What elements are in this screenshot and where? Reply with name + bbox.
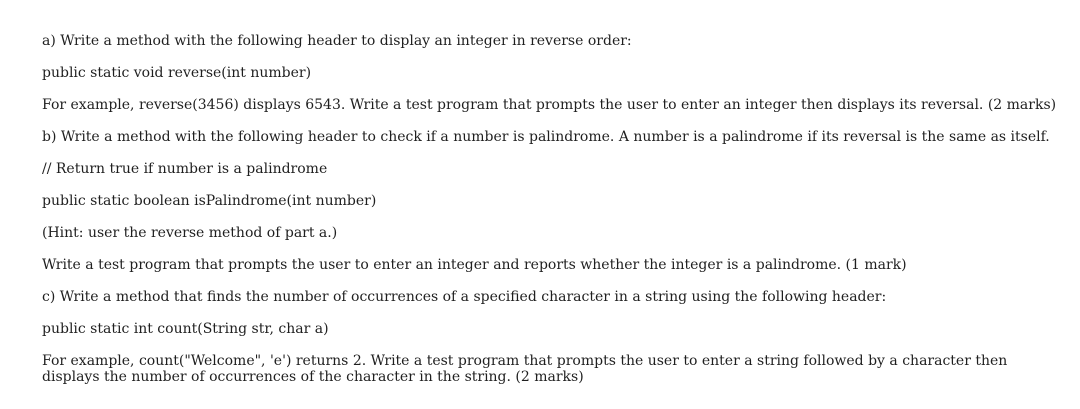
assignment-document xyxy=(42,33,1057,385)
part-b-instruction: b) Write a method with the following header to check if a number is palindrome. A number is a palindrome if its reversal is the same as itself. xyxy=(42,129,1050,145)
part-a-instruction: a) Write a method with the following header to display an integer in reverse order: xyxy=(42,33,632,49)
palindrome-comment: // Return true if number is a palindrome xyxy=(42,161,328,177)
part-a-example: For example, reverse(3456) displays 6543. Write a test program that prompts the user to enter an integer then displays its reversal. (2 marks) xyxy=(42,97,1057,113)
palindrome-method-header: public static boolean isPalindrome(int number) xyxy=(42,193,377,209)
part-c-instruction: c) Write a method that finds the number of occurrences of a specified character in a string using the following header: xyxy=(42,289,887,305)
count-method-header: public static int count(String str, char a) xyxy=(42,321,329,337)
part-c-example: For example, count("Welcome", 'e') returns 2. Write a test program that prompts the user to enter a string followed by a character then displays the number of occurrences of the character in the string. (2 marks) xyxy=(42,353,1008,385)
part-b-hint: (Hint: user the reverse method of part a.) xyxy=(42,225,338,241)
part-b-test-program: Write a test program that prompts the user to enter an integer and reports whether the integer is a palindrome. (1 mark) xyxy=(42,257,907,273)
reverse-method-header: public static void reverse(int number) xyxy=(42,65,312,81)
